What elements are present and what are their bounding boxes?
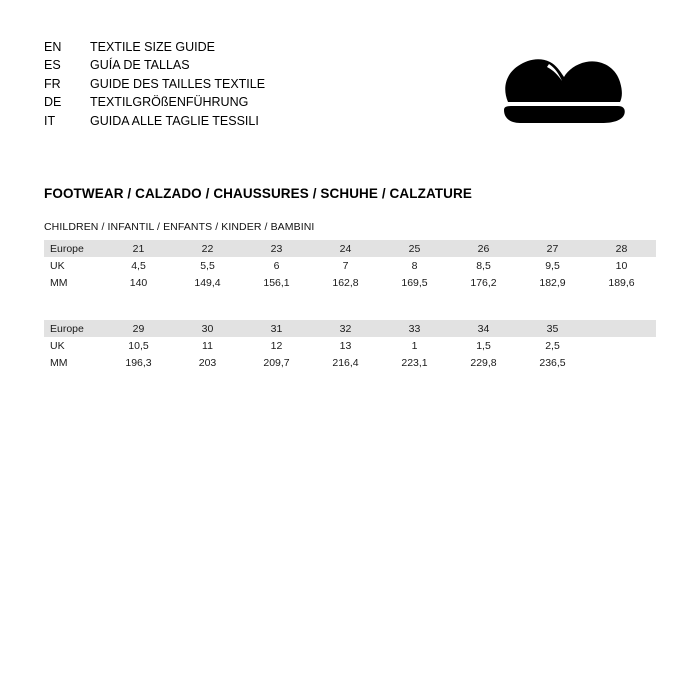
table-cell: 196,3 — [104, 354, 173, 371]
language-code: DE — [44, 95, 62, 110]
table-cell: 27 — [518, 240, 587, 257]
language-row — [44, 112, 265, 130]
size-table-children-1 — [44, 240, 656, 291]
language-title: GUÍA DE TALLAS — [90, 58, 190, 73]
table-cell: 31 — [242, 320, 311, 337]
shoe-icon — [492, 40, 632, 132]
language-row — [44, 93, 265, 111]
row-label: UK — [44, 337, 104, 354]
language-title: TEXTILE SIZE GUIDE — [90, 40, 216, 54]
table-subheading: CHILDREN / INFANTIL / ENFANTS / KINDER / BAMBINI — [44, 221, 315, 233]
language-code: EN — [44, 40, 62, 54]
table-cell: 21 — [104, 240, 173, 257]
table-row — [44, 354, 656, 371]
page-title: FOOTWEAR / CALZADO / CHAUSSURES / SCHUHE / CALZATURE — [44, 186, 472, 201]
table-cell: 23 — [242, 240, 311, 257]
table-cell: 10,5 — [104, 337, 173, 354]
row-label: MM — [44, 274, 104, 291]
table-cell: 4,5 — [104, 257, 173, 274]
table-cell: 34 — [449, 320, 518, 337]
table-cell: 24 — [311, 240, 380, 257]
table-cell: 169,5 — [380, 274, 449, 291]
table-cell: 30 — [173, 320, 242, 337]
table-cell: 32 — [311, 320, 380, 337]
table-cell: 189,6 — [587, 274, 656, 291]
language-code: IT — [44, 113, 56, 128]
table-cell: 29 — [104, 320, 173, 337]
table-cell: 149,4 — [173, 274, 242, 291]
table-cell: 156,1 — [242, 274, 311, 291]
table-cell: 5,5 — [173, 257, 242, 274]
table-cell: 8 — [380, 257, 449, 274]
row-label: Europe — [44, 240, 104, 257]
table-row — [44, 274, 656, 291]
table-cell: 10 — [587, 257, 656, 274]
row-label: UK — [44, 257, 104, 274]
table-cell: 12 — [242, 337, 311, 354]
table-cell: 182,9 — [518, 274, 587, 291]
table-cell: 209,7 — [242, 354, 311, 371]
table-cell: 2,5 — [518, 337, 587, 354]
row-label: Europe — [44, 320, 104, 337]
table-cell-empty — [587, 337, 656, 354]
language-code: FR — [44, 76, 61, 91]
table-row — [44, 337, 656, 354]
table-cell: 176,2 — [449, 274, 518, 291]
table-cell: 140 — [104, 274, 173, 291]
table-cell: 7 — [311, 257, 380, 274]
language-title: GUIDE DES TAILLES TEXTILE — [90, 76, 266, 91]
language-row — [44, 75, 265, 93]
row-label: MM — [44, 354, 104, 371]
table-cell: 35 — [518, 320, 587, 337]
language-title: GUIDA ALLE TAGLIE TESSILI — [90, 113, 259, 128]
language-list — [44, 38, 265, 130]
table-cell: 22 — [173, 240, 242, 257]
table-cell: 25 — [380, 240, 449, 257]
table-row — [44, 320, 656, 337]
language-row — [44, 38, 265, 56]
table-cell: 28 — [587, 240, 656, 257]
table-cell-empty — [587, 354, 656, 371]
language-row — [44, 56, 265, 74]
table-cell: 11 — [173, 337, 242, 354]
table-cell: 13 — [311, 337, 380, 354]
table-cell: 9,5 — [518, 257, 587, 274]
table-cell: 6 — [242, 257, 311, 274]
table-row — [44, 257, 656, 274]
table-cell: 236,5 — [518, 354, 587, 371]
header — [44, 38, 656, 132]
size-table-children-2 — [44, 320, 656, 371]
table-row — [44, 240, 656, 257]
table-cell: 8,5 — [449, 257, 518, 274]
table-cell: 26 — [449, 240, 518, 257]
table-cell: 203 — [173, 354, 242, 371]
language-code: ES — [44, 58, 61, 73]
language-title: TEXTILGRÖßENFÜHRUNG — [90, 95, 249, 110]
table-divider — [44, 291, 656, 313]
table-cell: 162,8 — [311, 274, 380, 291]
table-cell: 1 — [380, 337, 449, 354]
table-cell: 229,8 — [449, 354, 518, 371]
table-cell: 33 — [380, 320, 449, 337]
table-cell: 1,5 — [449, 337, 518, 354]
table-cell-empty — [587, 320, 656, 337]
table-cell: 216,4 — [311, 354, 380, 371]
table-cell: 223,1 — [380, 354, 449, 371]
